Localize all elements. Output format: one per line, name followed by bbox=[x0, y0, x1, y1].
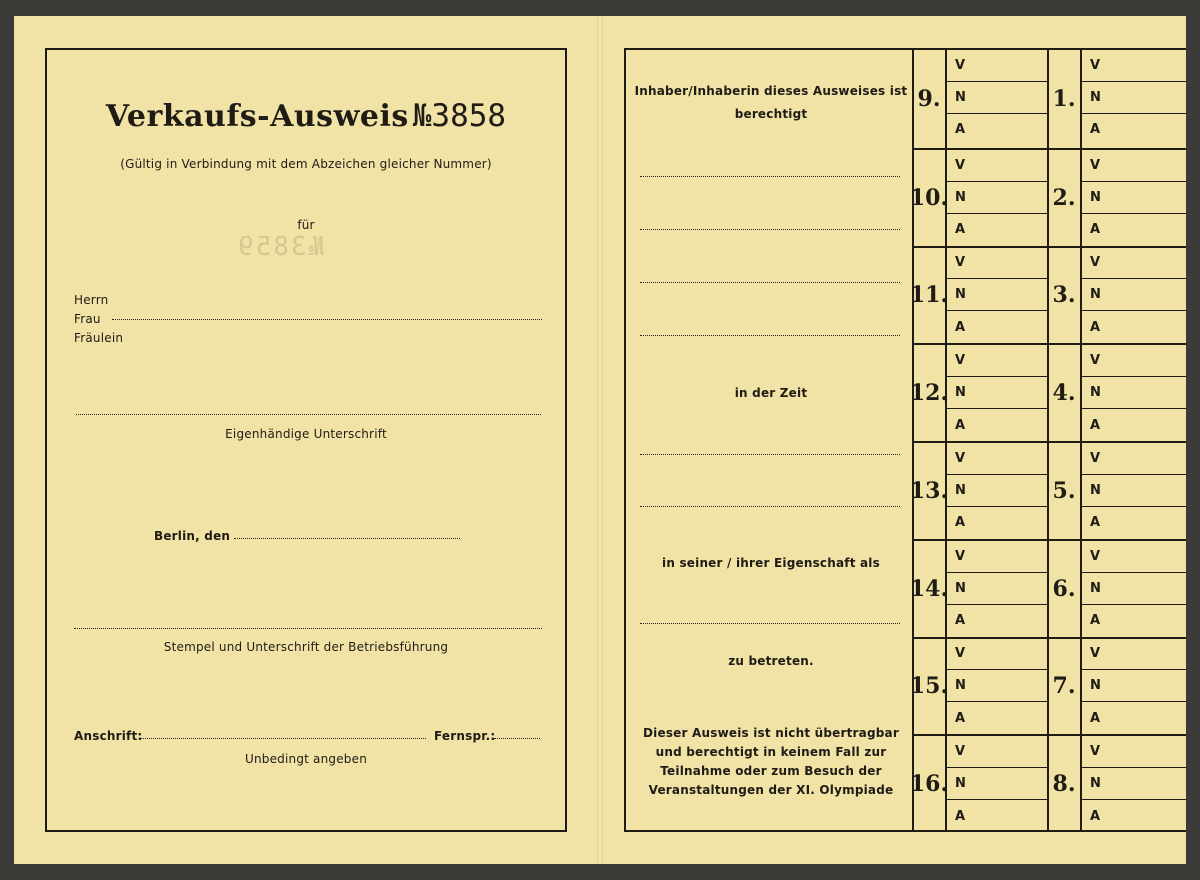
time-line-1[interactable] bbox=[640, 454, 900, 455]
zone-sub-row-n: N bbox=[1082, 82, 1186, 114]
time-label: in der Zeit bbox=[734, 386, 808, 400]
zone-number: 13. bbox=[913, 443, 947, 539]
zone-sub-row-a: A bbox=[1090, 808, 1101, 824]
stamp-field[interactable] bbox=[74, 628, 542, 629]
zone-box bbox=[1048, 246, 1186, 344]
zone-sub-row-v: V bbox=[1082, 736, 1186, 768]
salutation-frau: Frau bbox=[74, 312, 101, 326]
zone-sub-row-v: V bbox=[1082, 345, 1186, 377]
zone-number: 14. bbox=[913, 541, 947, 637]
zone-number: 3. bbox=[1048, 248, 1082, 344]
area-line-2[interactable] bbox=[640, 229, 900, 230]
zone-sub-row-n: N bbox=[947, 82, 1047, 114]
ghost-number-imprint: №3859 bbox=[236, 232, 325, 262]
zone-sub-row-v: V bbox=[1082, 541, 1186, 573]
phone-field[interactable] bbox=[494, 738, 540, 739]
name-field[interactable] bbox=[112, 319, 542, 320]
zone-number: 8. bbox=[1048, 736, 1082, 832]
signature-field[interactable] bbox=[76, 414, 541, 415]
zone-sub-row-n: N bbox=[947, 377, 1047, 409]
address-field[interactable] bbox=[140, 738, 426, 739]
zone-sub-row-a: A bbox=[955, 319, 966, 335]
zone-sub-row-a: A bbox=[955, 808, 966, 824]
zone-sub-row-v: V bbox=[1082, 248, 1186, 280]
address-note: Unbedingt angeben bbox=[244, 752, 368, 766]
document-title bbox=[45, 98, 567, 134]
zone-sub-row-v: V bbox=[1082, 150, 1186, 182]
zone-sub-row-a: A bbox=[1090, 417, 1101, 433]
zone-sub-row-a: A bbox=[1090, 613, 1101, 629]
zone-sub-row-n: N bbox=[947, 182, 1047, 214]
zone-box bbox=[909, 637, 1047, 735]
capacity-line[interactable] bbox=[640, 623, 900, 624]
area-line-1[interactable] bbox=[640, 176, 900, 177]
zone-number: 16. bbox=[913, 736, 947, 832]
zone-box bbox=[1048, 343, 1186, 441]
phone-label: Fernspr.: bbox=[434, 729, 496, 743]
zone-sub-row-a: A bbox=[955, 122, 966, 138]
zone-sub-row-n: N bbox=[1082, 768, 1186, 800]
zone-sub-row-n: N bbox=[1082, 377, 1186, 409]
zone-sub-row-n: N bbox=[947, 670, 1047, 702]
time-line-2[interactable] bbox=[640, 506, 900, 507]
zone-box bbox=[1048, 441, 1186, 539]
zone-number: 12. bbox=[913, 345, 947, 441]
zone-number: 7. bbox=[1048, 639, 1082, 735]
zone-number: 10. bbox=[913, 150, 947, 246]
zone-sub-row-n: N bbox=[947, 768, 1047, 800]
zone-box bbox=[909, 734, 1047, 832]
zone-sub-row-a: A bbox=[955, 417, 966, 433]
zone-sub-row-n: N bbox=[1082, 670, 1186, 702]
address-label: Anschrift: bbox=[74, 729, 143, 743]
center-fold bbox=[597, 16, 603, 864]
zone-sub-row-n: N bbox=[1082, 475, 1186, 507]
zone-box bbox=[1048, 734, 1186, 832]
zone-box bbox=[1048, 148, 1186, 246]
zone-number: 15. bbox=[913, 639, 947, 735]
zone-sub-row-n: N bbox=[1082, 573, 1186, 605]
zone-sub-row-a: A bbox=[955, 515, 966, 531]
zone-box bbox=[1048, 539, 1186, 637]
zone-sub-row-v: V bbox=[947, 736, 1047, 768]
zone-number: 2. bbox=[1048, 150, 1082, 246]
enter-label: zu betreten. bbox=[728, 654, 814, 668]
zone-sub-row-v: V bbox=[1082, 50, 1186, 82]
zone-sub-row-n: N bbox=[947, 475, 1047, 507]
zone-sub-row-a: A bbox=[955, 710, 966, 726]
zone-sub-row-a: A bbox=[1090, 710, 1101, 726]
zone-box bbox=[909, 539, 1047, 637]
zone-sub-row-a: A bbox=[1090, 122, 1101, 138]
zone-number: 5. bbox=[1048, 443, 1082, 539]
zone-number: 9. bbox=[913, 50, 947, 148]
zone-sub-row-v: V bbox=[1082, 639, 1186, 671]
zone-sub-row-n: N bbox=[1082, 182, 1186, 214]
zone-sub-row-v: V bbox=[947, 639, 1047, 671]
zone-sub-row-a: A bbox=[1090, 319, 1101, 335]
holder-intro: Inhaber/Inhaberin dieses Ausweises ist berechtigt bbox=[634, 84, 908, 121]
zone-box bbox=[913, 50, 1047, 148]
zone-sub-row-v: V bbox=[1082, 443, 1186, 475]
zone-box bbox=[909, 246, 1047, 344]
zone-sub-row-a: A bbox=[1090, 222, 1101, 238]
zone-number: 4. bbox=[1048, 345, 1082, 441]
area-line-3[interactable] bbox=[640, 282, 900, 283]
zone-box bbox=[909, 441, 1047, 539]
zone-grid-column-b bbox=[1048, 50, 1186, 832]
capacity-label: in seiner / ihrer Eigenschaft als bbox=[662, 556, 880, 570]
zone-sub-row-n: N bbox=[1082, 279, 1186, 311]
stamp-label: Stempel und Unterschrift der Betriebsführung bbox=[163, 640, 449, 654]
zone-box bbox=[1048, 50, 1186, 148]
zone-sub-row-n: N bbox=[947, 573, 1047, 605]
zone-number: 11. bbox=[913, 248, 947, 344]
zone-box bbox=[1048, 637, 1186, 735]
zone-sub-row-a: A bbox=[955, 222, 966, 238]
zone-sub-row-v: V bbox=[947, 150, 1047, 182]
non-transfer-notice: Dieser Ausweis ist nicht übertragbar und berechtigt in keinem Fall zur Teilnahme oder zum Besuch der Veranstaltungen der XI. Olympiade bbox=[643, 726, 899, 797]
date-field[interactable] bbox=[234, 538, 460, 539]
zone-sub-row-v: V bbox=[947, 248, 1047, 280]
zone-sub-row-v: V bbox=[947, 443, 1047, 475]
salutation-fraeulein: Fräulein bbox=[74, 331, 124, 345]
zone-number: 6. bbox=[1048, 541, 1082, 637]
zone-number: 1. bbox=[1048, 50, 1082, 148]
berlin-label: Berlin, den bbox=[154, 529, 231, 543]
zone-sub-row-n: N bbox=[947, 279, 1047, 311]
zone-sub-row-v: V bbox=[947, 345, 1047, 377]
zone-sub-row-a: A bbox=[1090, 515, 1101, 531]
title-number: №3858 bbox=[412, 98, 507, 134]
validity-note: (Gültig in Verbindung mit dem Abzeichen gleicher Nummer) bbox=[120, 157, 492, 171]
zone-sub-row-v: V bbox=[947, 50, 1047, 82]
zone-sub-row-v: V bbox=[947, 541, 1047, 573]
salutation-herrn: Herrn bbox=[74, 293, 109, 307]
title-word: Verkaufs-Ausweis bbox=[105, 99, 409, 134]
zone-box bbox=[909, 343, 1047, 441]
signature-label: Eigenhändige Unterschrift bbox=[225, 427, 387, 441]
zone-box bbox=[909, 148, 1047, 246]
area-line-4[interactable] bbox=[640, 335, 900, 336]
zone-grid-column-a bbox=[909, 50, 1047, 832]
zone-sub-row-a: A bbox=[955, 613, 966, 629]
fuer-label: für bbox=[297, 218, 315, 232]
